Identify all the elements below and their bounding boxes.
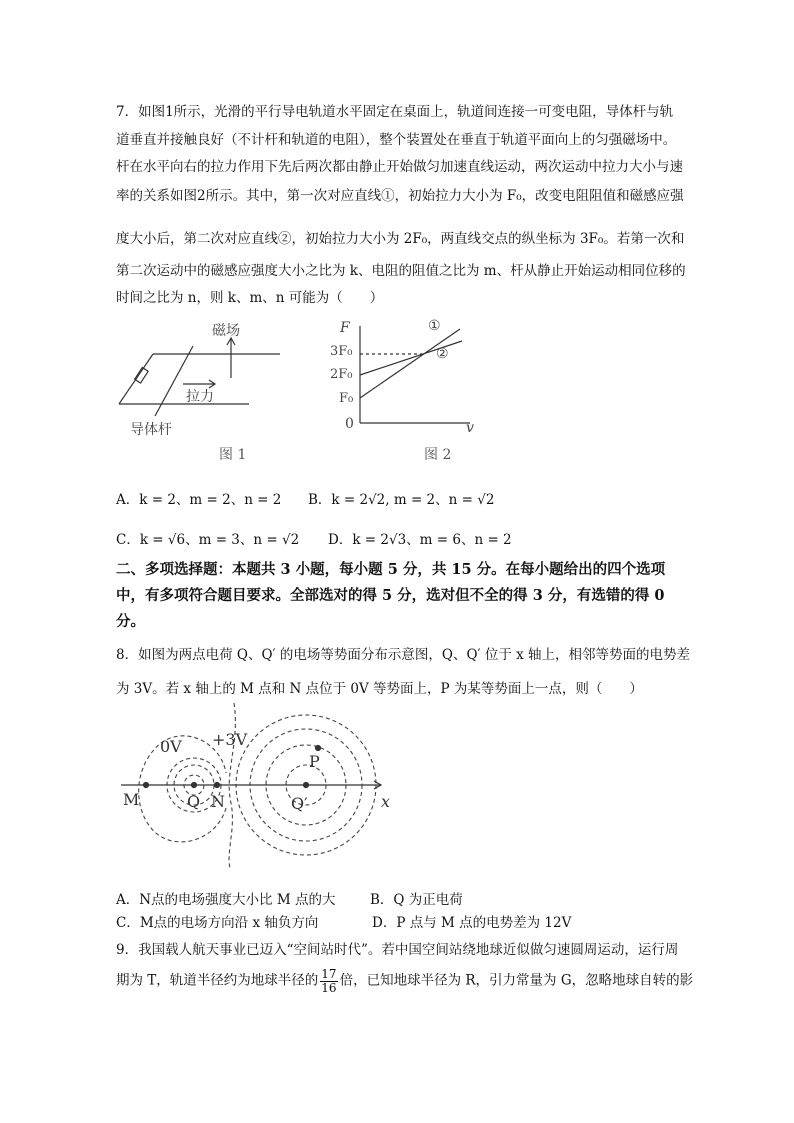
figure-2-caption: 图 2 — [424, 447, 452, 463]
q7-line-1: 7．如图1所示，光滑的平行导电轨道水平固定在桌面上，轨道间连接一可变电阻，导体杆与轨 — [116, 104, 674, 120]
q9-line-2-after: 倍，已知地球半径为 R，引力常量为 G，忽略地球自转的影 — [339, 972, 694, 989]
q8-label-x: x — [381, 792, 391, 811]
q8-option-b[interactable]: B．Q 为正电荷 — [370, 892, 463, 908]
q9-line-2 — [116, 968, 693, 994]
q7-option-b[interactable]: B．k = 2√2, m = 2、n = √2 — [308, 492, 495, 508]
q7-line-2: 道垂直并接触良好（不计杆和轨道的电阻），整个装置处在垂直于轨道平面向上的匀强磁场中。 — [116, 132, 677, 148]
q7-option-d[interactable]: D．k = 2√3、m = 6、n = 2 — [328, 532, 512, 548]
q7-line-5: 度大小后，第二次对应直线②，初始拉力大小为 2F₀，两直线交点的纵坐标为 3F₀。若第一次和 — [116, 231, 685, 247]
q8-point-qp — [304, 783, 309, 788]
figure-1-caption: 图 1 — [219, 447, 247, 463]
section-2-line-1: 二、多项选择题：本题共 3 小题，每小题 5 分，共 15 分。在每小题给出的四个选项 — [116, 561, 666, 578]
q7-line-6: 第二次运动中的磁感应强度大小之比为 k、电阻的阻值之比为 m、杆从静止开始运动相同位移的 — [116, 263, 686, 279]
figure-2-y-label: F — [340, 320, 350, 336]
q8-option-d[interactable]: D．P 点与 M 点的电势差为 12V — [372, 915, 572, 931]
q8-label-q: Q — [187, 792, 201, 811]
q8-option-c[interactable]: C．M点的电场方向沿 x 轴负方向 — [116, 915, 319, 931]
q9-fraction-denominator: 16 — [321, 980, 337, 995]
figure-1-rod-label: 导体杆 — [130, 422, 172, 438]
q9-line-2-before: 期为 T，轨道半径约为地球半径的 — [116, 972, 319, 989]
figure-1-force-label: 拉力 — [186, 389, 214, 405]
figure-2-line-1-label: ① — [428, 318, 441, 334]
figure-2-origin: 0 — [345, 416, 354, 432]
q8-label-m: M — [123, 790, 140, 809]
q7-line-7: 时间之比为 n，则 k、m、n 可能为（ ） — [116, 290, 384, 306]
q8-point-q — [192, 783, 197, 788]
section-2-line-2: 中，有多项符合题目要求。全部选对的得 5 分，选对但不全的得 3 分，有选错的得 0 — [116, 587, 665, 604]
section-2-line-3: 分。 — [116, 613, 145, 630]
q8-option-a[interactable]: A．N点的电场强度大小比 M 点的大 — [116, 892, 336, 908]
q7-line-4: 率的关系如图2所示。其中，第一次对应直线①，初始拉力大小为 F₀，改变电阻阻值和磁感应强 — [116, 188, 684, 204]
figure-1-field-label: 磁场 — [212, 323, 240, 339]
figure-2-line-2-label: ② — [436, 346, 449, 362]
figure-2-tick-F0: F₀ — [339, 391, 354, 406]
figure-2-x-label: v — [466, 420, 474, 436]
q8-point-n — [215, 783, 220, 788]
q8-label-n: N — [211, 792, 225, 811]
q7-line-3: 杆在水平向右的拉力作用下先后两次都由静止开始做匀加速直线运动，两次运动中拉力大小与速 — [116, 159, 683, 175]
q7-option-a[interactable]: A．k = 2、m = 2、n = 2 — [116, 492, 282, 508]
q8-label-qp: Q′ — [291, 794, 308, 813]
q8-label-0v: 0V — [160, 737, 182, 756]
q9-fraction — [320, 968, 337, 994]
q8-label-p: P — [309, 752, 320, 771]
q8-line-2: 为 3V。若 x 轴上的 M 点和 N 点位于 0V 等势面上，P 为某等势面上一点，则（ ） — [116, 681, 643, 697]
figure-2-tick-3F0: 3F₀ — [330, 344, 353, 359]
q8-label-3v: +3V — [212, 730, 248, 749]
q8-point-m — [144, 783, 149, 788]
q7-option-c[interactable]: C．k = √6、m = 3、n = √2 — [116, 532, 300, 548]
q9-fraction-numerator: 17 — [321, 967, 337, 981]
figure-2-tick-2F0: 2F₀ — [330, 367, 353, 382]
q8-equipotential-figure — [116, 703, 396, 868]
q8-line-1: 8．如图为两点电荷 Q、Q′ 的电场等势面分布示意图，Q、Q′ 位于 x 轴上，相邻等势面的电势差 — [116, 647, 691, 663]
q9-line-1: 9．我国载人航天事业已迈入“空间站时代”。若中国空间站绕地球近似做匀速圆周运动，运行周 — [116, 942, 679, 958]
q8-point-p — [316, 746, 321, 751]
figure-2-line-1 — [360, 329, 460, 398]
